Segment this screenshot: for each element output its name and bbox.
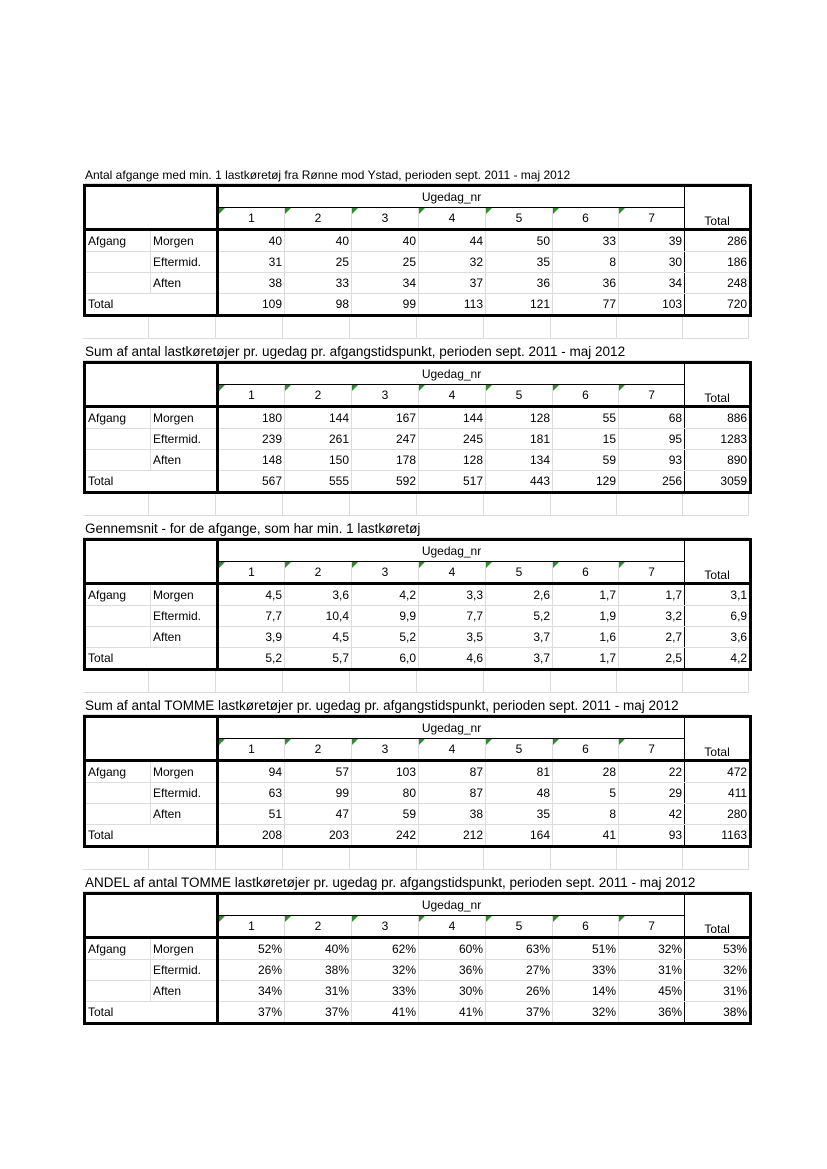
corner-cell[interactable] [85,186,218,230]
data-cell[interactable]: 1,9 [553,606,619,627]
row-group-label[interactable] [85,804,151,825]
row-label[interactable]: Morgen [151,938,218,960]
grand-total-cell[interactable]: 256 [619,471,685,493]
day-column-header[interactable]: 6 [553,385,619,407]
row-label[interactable]: Aften [151,450,218,471]
data-cell[interactable]: 4,5 [285,627,352,648]
grand-total-cell[interactable]: 37% [218,1002,285,1024]
data-cell[interactable]: 134 [486,450,553,471]
day-column-header[interactable]: 5 [486,385,553,407]
grand-total-cell[interactable]: 555 [285,471,352,493]
data-cell[interactable]: 28 [553,761,619,783]
spreadsheet-sheet [83,162,749,1025]
row-label[interactable]: Aften [151,804,218,825]
data-cell[interactable]: 87 [419,761,486,783]
data-cell[interactable]: 81 [486,761,553,783]
header-row-group [85,363,751,385]
data-cell[interactable]: 99 [285,783,352,804]
row-label[interactable]: Eftermid. [151,252,218,273]
pivot-block [83,494,749,671]
day-column-header[interactable]: 7 [619,208,685,230]
table-row [85,761,751,783]
data-cell[interactable]: 63% [486,938,553,960]
row-label[interactable]: Eftermid. [151,960,218,981]
data-cell[interactable]: 32% [352,960,419,981]
empty-row [83,671,749,693]
row-total-cell[interactable]: 32% [685,960,751,981]
row-group-label[interactable]: Afgang [85,230,151,252]
data-cell[interactable]: 57 [285,761,352,783]
data-cell[interactable]: 80 [352,783,419,804]
data-cell[interactable]: 245 [419,429,486,450]
row-group-label[interactable] [85,960,151,981]
pivot-table [83,184,752,317]
data-cell[interactable]: 34 [619,273,685,294]
table-title: Antal afgange med min. 1 lastkøretøj fra Rønne mod Ystad, perioden sept. 2011 - maj 2012 [85,168,571,182]
data-cell[interactable]: 33% [352,981,419,1002]
empty-row [83,494,749,516]
row-total-cell[interactable]: 411 [685,783,751,804]
data-cell[interactable]: 5 [553,783,619,804]
data-cell[interactable]: 34% [218,981,285,1002]
day-column-header[interactable]: 3 [352,562,419,584]
header-row-group [85,540,751,562]
data-cell[interactable]: 30 [619,252,685,273]
data-cell[interactable]: 40 [285,230,352,252]
grand-total-cell[interactable]: 6,0 [352,648,419,670]
grand-total-cell[interactable]: 2,5 [619,648,685,670]
day-column-header[interactable]: 4 [419,739,486,761]
row-group-label[interactable]: Afgang [85,584,151,606]
data-cell[interactable]: 144 [285,407,352,429]
grand-total-cell[interactable]: 567 [218,471,285,493]
day-column-header[interactable]: 6 [553,562,619,584]
grand-total-row [85,471,751,493]
row-group-label[interactable] [85,783,151,804]
table-title: Sum af antal TOMME lastkøretøjer pr. ugedag pr. afgangstidspunkt, perioden sept. 2011 - maj 2012 [85,698,679,713]
grand-total-cell[interactable]: 41 [553,825,619,847]
table-title: Sum af antal lastkøretøjer pr. ugedag pr. afgangstidspunkt, perioden sept. 2011 - maj 2012 [85,344,626,359]
grand-total-cell[interactable]: 4,6 [419,648,486,670]
data-cell[interactable]: 247 [352,429,419,450]
day-column-header[interactable]: 2 [285,562,352,584]
grand-total-label[interactable]: Total [85,471,218,493]
grand-total-sum[interactable]: 1163 [685,825,751,847]
day-column-header[interactable]: 3 [352,916,419,938]
row-total-cell[interactable]: 286 [685,230,751,252]
data-cell[interactable]: 7,7 [218,606,285,627]
table-row [85,627,751,648]
table-row [85,938,751,960]
row-label[interactable]: Morgen [151,761,218,783]
day-column-header[interactable]: 7 [619,562,685,584]
row-group-label[interactable] [85,429,151,450]
day-column-header[interactable]: 4 [419,385,486,407]
data-cell[interactable]: 38% [285,960,352,981]
data-cell[interactable]: 33% [553,960,619,981]
data-cell[interactable]: 32% [619,938,685,960]
empty-row [83,317,749,339]
data-cell[interactable]: 35 [486,804,553,825]
day-column-header[interactable]: 2 [285,739,352,761]
total-column-header[interactable]: Total [685,186,751,230]
row-total-cell[interactable]: 3,6 [685,627,751,648]
grand-total-cell[interactable]: 203 [285,825,352,847]
row-total-cell[interactable]: 31% [685,981,751,1002]
data-cell[interactable]: 26% [218,960,285,981]
row-group-label[interactable] [85,627,151,648]
table-title-row [83,162,749,184]
grand-total-cell[interactable]: 37% [285,1002,352,1024]
day-column-header[interactable]: 7 [619,916,685,938]
data-cell[interactable]: 148 [218,450,285,471]
grand-total-row [85,648,751,670]
pivot-block [83,317,749,494]
grand-total-cell[interactable]: 1,7 [553,648,619,670]
data-cell[interactable]: 51% [553,938,619,960]
data-cell[interactable]: 25 [285,252,352,273]
data-cell[interactable]: 150 [285,450,352,471]
row-label[interactable]: Morgen [151,230,218,252]
data-cell[interactable]: 144 [419,407,486,429]
data-cell[interactable]: 45% [619,981,685,1002]
column-group-header[interactable]: Ugedag_nr [218,363,685,385]
data-cell[interactable]: 42 [619,804,685,825]
grand-total-sum[interactable]: 3059 [685,471,751,493]
grand-total-cell[interactable]: 32% [553,1002,619,1024]
day-column-header[interactable]: 2 [285,916,352,938]
corner-cell[interactable] [85,894,218,938]
grand-total-label[interactable]: Total [85,1002,218,1024]
grand-total-cell[interactable]: 212 [419,825,486,847]
table-title: Gennemsnit - for de afgange, som har min. 1 lastkøretøj [85,521,421,536]
grand-total-cell[interactable]: 77 [553,294,619,316]
grand-total-cell[interactable]: 109 [218,294,285,316]
row-total-cell[interactable]: 280 [685,804,751,825]
corner-cell[interactable] [85,363,218,407]
data-cell[interactable]: 95 [619,429,685,450]
table-row [85,584,751,606]
data-cell[interactable]: 62% [352,938,419,960]
data-cell[interactable]: 31 [218,252,285,273]
row-total-cell[interactable]: 248 [685,273,751,294]
grand-total-cell[interactable]: 242 [352,825,419,847]
row-total-cell[interactable]: 6,9 [685,606,751,627]
data-cell[interactable]: 31% [285,981,352,1002]
data-cell[interactable]: 32 [419,252,486,273]
row-total-cell[interactable]: 886 [685,407,751,429]
row-group-label[interactable]: Afgang [85,761,151,783]
grand-total-cell[interactable]: 3,7 [486,648,553,670]
grand-total-cell[interactable]: 517 [419,471,486,493]
data-cell[interactable]: 40% [285,938,352,960]
row-total-cell[interactable]: 3,1 [685,584,751,606]
data-cell[interactable]: 31% [619,960,685,981]
data-cell[interactable]: 93 [619,450,685,471]
data-cell[interactable]: 30% [419,981,486,1002]
grand-total-cell[interactable]: 113 [419,294,486,316]
table-row [85,252,751,273]
data-cell[interactable]: 38 [419,804,486,825]
grand-total-cell[interactable]: 592 [352,471,419,493]
total-column-header[interactable]: Total [685,363,751,407]
grand-total-label[interactable]: Total [85,294,218,316]
row-label[interactable]: Morgen [151,584,218,606]
day-column-header[interactable]: 6 [553,208,619,230]
day-column-header[interactable]: 5 [486,208,553,230]
data-cell[interactable]: 14% [553,981,619,1002]
grand-total-cell[interactable]: 5,2 [218,648,285,670]
grand-total-cell[interactable]: 36% [619,1002,685,1024]
row-label[interactable]: Eftermid. [151,606,218,627]
grand-total-cell[interactable]: 98 [285,294,352,316]
day-column-header[interactable]: 1 [218,562,285,584]
pivot-table [83,361,752,494]
row-group-label[interactable] [85,450,151,471]
data-cell[interactable]: 48 [486,783,553,804]
data-cell[interactable]: 4,2 [352,584,419,606]
day-column-header[interactable]: 1 [218,208,285,230]
grand-total-cell[interactable]: 164 [486,825,553,847]
row-label[interactable]: Morgen [151,407,218,429]
data-cell[interactable]: 8 [553,804,619,825]
row-label[interactable]: Aften [151,273,218,294]
grand-total-sum[interactable]: 720 [685,294,751,316]
data-cell[interactable]: 2,7 [619,627,685,648]
table-title-row [83,339,749,361]
row-total-cell[interactable]: 1283 [685,429,751,450]
data-cell[interactable]: 180 [218,407,285,429]
day-column-header[interactable]: 2 [285,385,352,407]
day-column-header[interactable]: 4 [419,208,486,230]
table-title: ANDEL af antal TOMME lastkøretøjer pr. ugedag pr. afgangstidspunkt, perioden sept. 2011 - maj 2012 [85,875,696,890]
data-cell[interactable]: 1,7 [619,584,685,606]
table-row [85,960,751,981]
table-row [85,606,751,627]
data-cell[interactable]: 178 [352,450,419,471]
day-column-header[interactable]: 5 [486,739,553,761]
header-row-group [85,717,751,739]
grand-total-row [85,825,751,847]
data-cell[interactable]: 55 [553,407,619,429]
data-cell[interactable]: 37 [419,273,486,294]
data-cell[interactable]: 36 [553,273,619,294]
pivot-block [83,848,749,1025]
data-cell[interactable]: 3,3 [419,584,486,606]
data-cell[interactable]: 60% [419,938,486,960]
grand-total-sum[interactable]: 38% [685,1002,751,1024]
row-label[interactable]: Eftermid. [151,783,218,804]
day-column-header[interactable]: 4 [419,916,486,938]
data-cell[interactable]: 128 [486,407,553,429]
grand-total-sum[interactable]: 4,2 [685,648,751,670]
data-cell[interactable]: 33 [285,273,352,294]
grand-total-label[interactable]: Total [85,825,218,847]
data-cell[interactable]: 3,9 [218,627,285,648]
row-total-cell[interactable]: 890 [685,450,751,471]
row-label[interactable]: Eftermid. [151,429,218,450]
data-cell[interactable]: 25 [352,252,419,273]
data-cell[interactable]: 40 [218,230,285,252]
data-cell[interactable]: 35 [486,252,553,273]
day-column-header[interactable]: 3 [352,739,419,761]
data-cell[interactable]: 261 [285,429,352,450]
grand-total-cell[interactable]: 121 [486,294,553,316]
day-column-header[interactable]: 6 [553,739,619,761]
day-column-header[interactable]: 5 [486,916,553,938]
table-row [85,407,751,429]
table-row [85,981,751,1002]
grand-total-cell[interactable]: 37% [486,1002,553,1024]
total-column-header[interactable]: Total [685,540,751,584]
grand-total-cell[interactable]: 99 [352,294,419,316]
data-cell[interactable]: 59 [352,804,419,825]
data-cell[interactable]: 22 [619,761,685,783]
data-cell[interactable]: 87 [419,783,486,804]
column-group-header[interactable]: Ugedag_nr [218,540,685,562]
corner-cell[interactable] [85,717,218,761]
grand-total-label[interactable]: Total [85,648,218,670]
data-cell[interactable]: 51 [218,804,285,825]
column-group-header[interactable]: Ugedag_nr [218,717,685,739]
data-cell[interactable]: 34 [352,273,419,294]
data-cell[interactable]: 40 [352,230,419,252]
row-group-label[interactable] [85,252,151,273]
data-cell[interactable]: 44 [419,230,486,252]
day-column-header[interactable]: 7 [619,385,685,407]
grand-total-cell[interactable]: 5,7 [285,648,352,670]
data-cell[interactable]: 7,7 [419,606,486,627]
table-row [85,273,751,294]
table-row [85,804,751,825]
row-total-cell[interactable]: 472 [685,761,751,783]
table-title-row [83,693,749,715]
grand-total-cell[interactable]: 129 [553,471,619,493]
data-cell[interactable]: 1,6 [553,627,619,648]
table-title-row [83,516,749,538]
data-cell[interactable]: 38 [218,273,285,294]
day-column-header[interactable]: 7 [619,739,685,761]
data-cell[interactable]: 94 [218,761,285,783]
row-group-label[interactable] [85,273,151,294]
pivot-table [83,538,752,671]
column-group-header[interactable]: Ugedag_nr [218,186,685,208]
day-column-header[interactable]: 1 [218,385,285,407]
data-cell[interactable]: 47 [285,804,352,825]
column-group-header[interactable]: Ugedag_nr [218,894,685,916]
data-cell[interactable]: 36 [486,273,553,294]
table-title-row [83,870,749,892]
grand-total-cell[interactable]: 41% [419,1002,486,1024]
grand-total-row [85,294,751,316]
data-cell[interactable]: 27% [486,960,553,981]
data-cell[interactable]: 5,2 [486,606,553,627]
data-cell[interactable]: 3,7 [486,627,553,648]
row-group-label[interactable]: Afgang [85,407,151,429]
data-cell[interactable]: 15 [553,429,619,450]
data-cell[interactable]: 29 [619,783,685,804]
corner-cell[interactable] [85,540,218,584]
pivot-block [83,671,749,848]
total-column-header[interactable]: Total [685,717,751,761]
data-cell[interactable]: 50 [486,230,553,252]
data-cell[interactable]: 9,9 [352,606,419,627]
data-cell[interactable]: 63 [218,783,285,804]
grand-total-cell[interactable]: 443 [486,471,553,493]
data-cell[interactable]: 8 [553,252,619,273]
data-cell[interactable]: 239 [218,429,285,450]
data-cell[interactable]: 10,4 [285,606,352,627]
row-group-label[interactable]: Afgang [85,938,151,960]
empty-row [83,848,749,870]
row-group-label[interactable] [85,606,151,627]
grand-total-cell[interactable]: 93 [619,825,685,847]
day-column-header[interactable]: 4 [419,562,486,584]
day-column-header[interactable]: 1 [218,739,285,761]
data-cell[interactable]: 2,6 [486,584,553,606]
grand-total-cell[interactable]: 103 [619,294,685,316]
header-row-group [85,186,751,208]
table-row [85,783,751,804]
total-column-header[interactable]: Total [685,894,751,938]
row-group-label[interactable] [85,981,151,1002]
header-row-group [85,894,751,916]
row-total-cell[interactable]: 186 [685,252,751,273]
day-column-header[interactable]: 3 [352,385,419,407]
data-cell[interactable]: 26% [486,981,553,1002]
day-column-header[interactable]: 1 [218,916,285,938]
day-column-header[interactable]: 6 [553,916,619,938]
grand-total-cell[interactable]: 41% [352,1002,419,1024]
data-cell[interactable]: 5,2 [352,627,419,648]
day-column-header[interactable]: 3 [352,208,419,230]
data-cell[interactable]: 181 [486,429,553,450]
row-total-cell[interactable]: 53% [685,938,751,960]
data-cell[interactable]: 68 [619,407,685,429]
data-cell[interactable]: 103 [352,761,419,783]
row-label[interactable]: Aften [151,981,218,1002]
data-cell[interactable]: 167 [352,407,419,429]
pivot-block [83,162,749,317]
data-cell[interactable]: 59 [553,450,619,471]
table-row [85,450,751,471]
data-cell[interactable]: 3,6 [285,584,352,606]
data-cell[interactable]: 4,5 [218,584,285,606]
data-cell[interactable]: 1,7 [553,584,619,606]
data-cell[interactable]: 33 [553,230,619,252]
day-column-header[interactable]: 5 [486,562,553,584]
grand-total-cell[interactable]: 208 [218,825,285,847]
grand-total-row [85,1002,751,1024]
day-column-header[interactable]: 2 [285,208,352,230]
pivot-table [83,892,752,1025]
data-cell[interactable]: 128 [419,450,486,471]
data-cell[interactable]: 3,2 [619,606,685,627]
data-cell[interactable]: 39 [619,230,685,252]
row-label[interactable]: Aften [151,627,218,648]
data-cell[interactable]: 36% [419,960,486,981]
table-row [85,230,751,252]
data-cell[interactable]: 3,5 [419,627,486,648]
data-cell[interactable]: 52% [218,938,285,960]
pivot-table [83,715,752,848]
table-row [85,429,751,450]
